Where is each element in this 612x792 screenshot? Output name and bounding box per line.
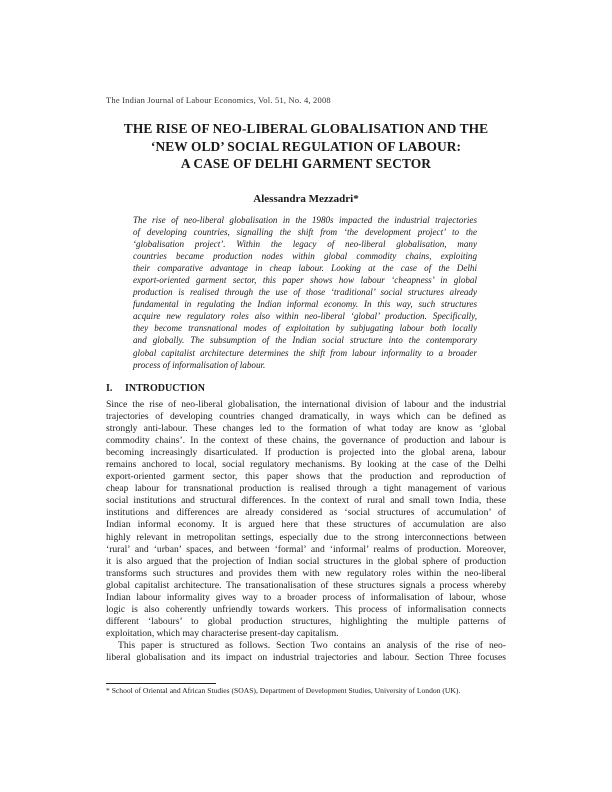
abstract-line: process of informalisation of labour. [133,359,266,370]
title-line: ‘NEW OLD’ SOCIAL REGULATION OF LABOUR: [150,138,462,154]
section-number: I. [106,383,113,394]
body-line: This paper is structured as follows. Section Two contains an analysis of the rise of neo- [118,639,506,651]
body-line: Indian informal economy. It is argued here that these structures of accumulation are also [106,519,506,531]
body-line: social institutions and structural differences. In the context of rural and small town India, these [106,495,506,507]
body-line: different ‘labours’ to global production structures, highlighting the multiple patterns of [106,615,506,627]
section-heading [106,383,205,394]
abstract [133,214,477,371]
body-line: global capitalist architecture. The transationalisation of these structures signals a process whereby [106,579,506,591]
body-line: institutions and differences are already considered as ‘social structures of accumulation’ of [106,507,506,519]
body-line: liberal globalisation and its impact on industrial trajectories and labour. Section Three focuses [106,651,506,663]
body-line: remains anchored to local, social regulatory mechanisms. By looking at the case of the Delhi [106,459,506,471]
body-line: cheap labour for transnational production is realised through a tight management of various [106,483,506,495]
abstract-line: export-oriented garment sector, this paper shows how labour ‘cheapness’ in global [133,275,477,286]
running-head: The Indian Journal of Labour Economics, Vol. 51, No. 4, 2008 [106,95,331,105]
body-line: it is also argued that the projection of Indian social structures in the global sphere of production [106,555,506,567]
abstract-line: they become transnational modes of exploitation by subjugating labour both locally [133,323,477,334]
body-line: trajectories of developing countries changed dramatically, in ways which can be defined as [106,411,506,423]
body-line: ‘rural’ and ‘urban’ spaces, and between ‘formal’ and ‘informal’ realms of production. Moreover, [106,543,506,555]
abstract-line: countries became production nodes within global commodity chains, exploiting [133,251,477,262]
abstract-line: global capitalist architecture determines the shift from labour informality to a broader [133,347,477,358]
body-line: commodity chains’. In the context of these chains, the governance of production and labour is [106,435,506,447]
abstract-line: acquire new regulatory roles also within neo-liberal ‘global’ production. Specifically, [133,311,477,322]
body-line: becoming increasingly disarticulated. If production is projected into the global arena, labour [106,447,506,459]
body-line: highly relevant in metropolitan settings, especially due to the strong interconnections between [106,531,506,543]
body-line: export-oriented garment sector, this paper shows that the production and reproduction of [106,471,506,483]
abstract-line: fundamental in regulating the Indian informal economy. In this way, such structures [133,299,477,310]
abstract-line: production is realised through the use of those ‘traditional’ social structures already [133,287,477,298]
section-title: INTRODUCTION [125,383,206,394]
body-line: Indian labour informality gives way to a broader process of informalisation of labour, whose [106,591,506,603]
title-line: A CASE OF DELHI GARMENT SECTOR [180,156,432,171]
body-line: strongly anti-labour. These changes led to the formation of what today are know as ‘global [106,423,506,435]
footnote-divider [106,683,216,684]
abstract-line: The rise of neo-liberal globalisation in the 1980s impacted the industrial trajectories [133,215,477,225]
body-text [106,399,506,664]
body-line: exploitation, which may characterise present-day capitalism. [106,627,339,639]
abstract-line: ‘globalisation project’. Within the legacy of neo-liberal globalisation, many [133,239,477,250]
footnote: * School of Oriental and African Studies (SOAS), Department of Development Studies, University of London (UK). [106,686,461,695]
abstract-line: their comparative advantage in cheap labour. Looking at the case of the Delhi [133,263,477,274]
abstract-line: and globally. The subsumption of the Indian social structure into the contemporary [133,335,477,346]
body-line: transforms such structures and provides them with new regulatory roles within the neo-liberal [106,567,506,579]
title-line: THE RISE OF NEO-LIBERAL GLOBALISATION AND THE [123,121,489,136]
author-name: Alessandra Mezzadri* [253,193,359,205]
body-line: logic is also coherently unfriendly towards workers. This process of informalisation connects [106,603,506,615]
abstract-line: of developing countries, signalling the shift from ‘the development project’ to the [133,227,477,238]
body-line: Since the rise of neo-liberal globalisation, the international division of labour and the industrial [106,399,506,410]
article-title [106,120,506,173]
